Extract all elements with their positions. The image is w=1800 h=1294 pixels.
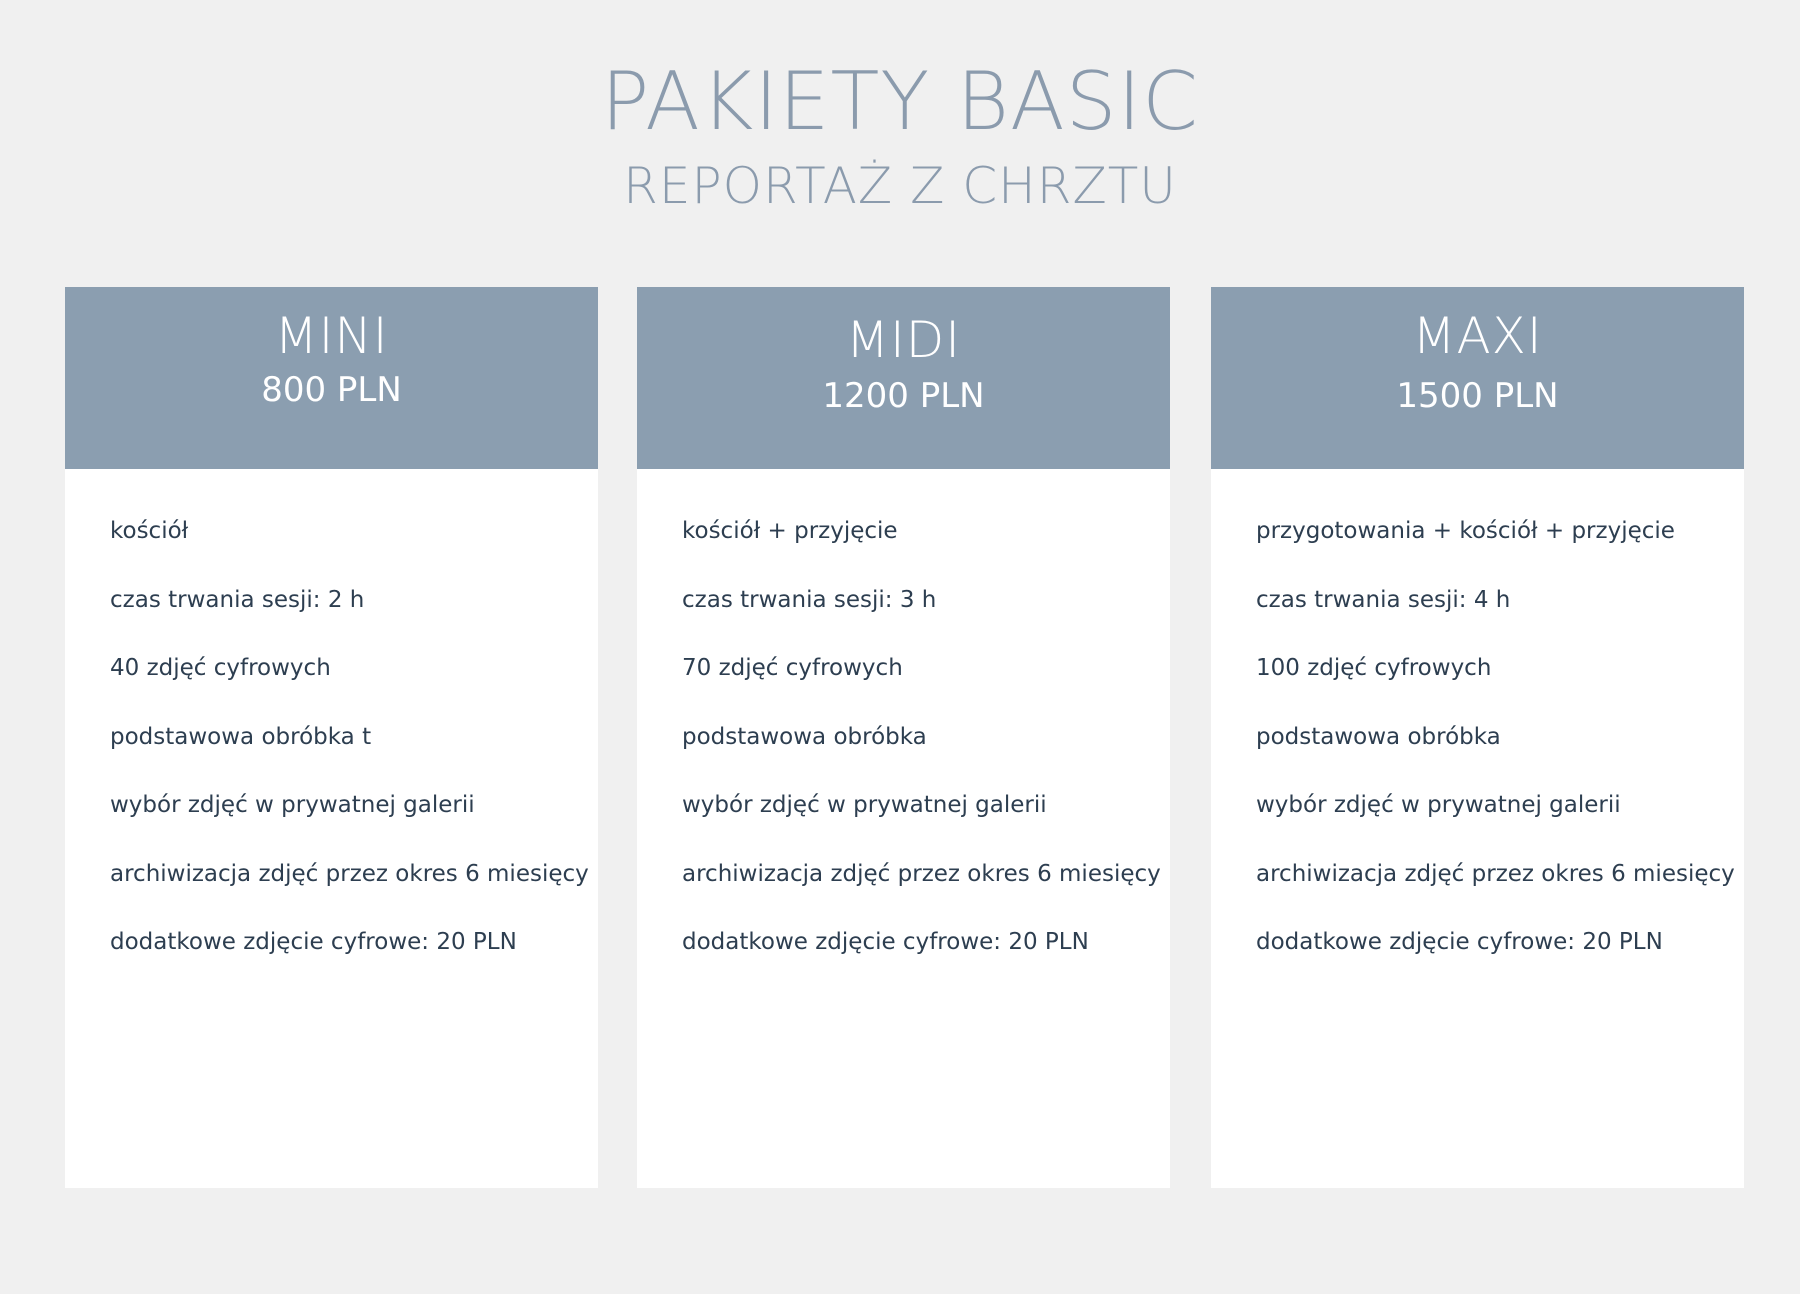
feature-item: archiwizacja zdjęć przez okres 6 miesięcy [682,860,1161,887]
package-card-maxi [1211,287,1744,1188]
feature-item: podstawowa obróbka t [110,723,372,750]
feature-item: podstawowa obróbka [682,723,927,750]
page-subtitle: REPORTAŻ Z CHRZTU [623,157,1177,215]
package-name: MAXI [1412,307,1543,365]
package-header [637,287,1170,469]
package-name: MIDI [845,311,962,369]
feature-item: przygotowania + kościół + przyjęcie [1256,518,1675,544]
feature-item: 70 zdjęć cyfrowych [682,655,903,681]
feature-item: 40 zdjęć cyfrowych [110,655,331,681]
feature-item: wybór zdjęć w prywatnej galerii [110,792,475,818]
package-price: 1500 PLN [1396,376,1559,416]
feature-item: czas trwania sesji: 3 h [682,586,937,613]
feature-item: archiwizacja zdjęć przez okres 6 miesięcy [1256,860,1735,887]
feature-item: 100 zdjęć cyfrowych [1256,655,1492,681]
feature-list [110,497,589,977]
package-price: 1200 PLN [822,376,985,416]
package-name: MINI [274,307,389,365]
package-card-midi [637,287,1170,1188]
feature-item: wybór zdjęć w prywatnej galerii [682,792,1047,818]
package-card-mini [65,287,598,1188]
feature-item: archiwizacja zdjęć przez okres 6 miesięcy [110,860,589,887]
package-header [65,287,598,469]
feature-item: czas trwania sesji: 4 h [1256,586,1511,613]
feature-item: czas trwania sesji: 2 h [110,586,365,613]
package-header [1211,287,1744,469]
feature-item: dodatkowe zdjęcie cyfrowe: 20 PLN [1256,929,1663,955]
feature-item: kościół + przyjęcie [682,518,898,544]
feature-list [682,497,1161,977]
feature-item: dodatkowe zdjęcie cyfrowe: 20 PLN [682,929,1089,955]
feature-item: kościół [110,518,189,544]
feature-item: dodatkowe zdjęcie cyfrowe: 20 PLN [110,929,517,955]
feature-list [1256,497,1735,977]
feature-item: podstawowa obróbka [1256,723,1501,750]
page-title: PAKIETY BASIC [601,55,1199,148]
package-price: 800 PLN [261,370,402,410]
feature-item: wybór zdjęć w prywatnej galerii [1256,792,1621,818]
